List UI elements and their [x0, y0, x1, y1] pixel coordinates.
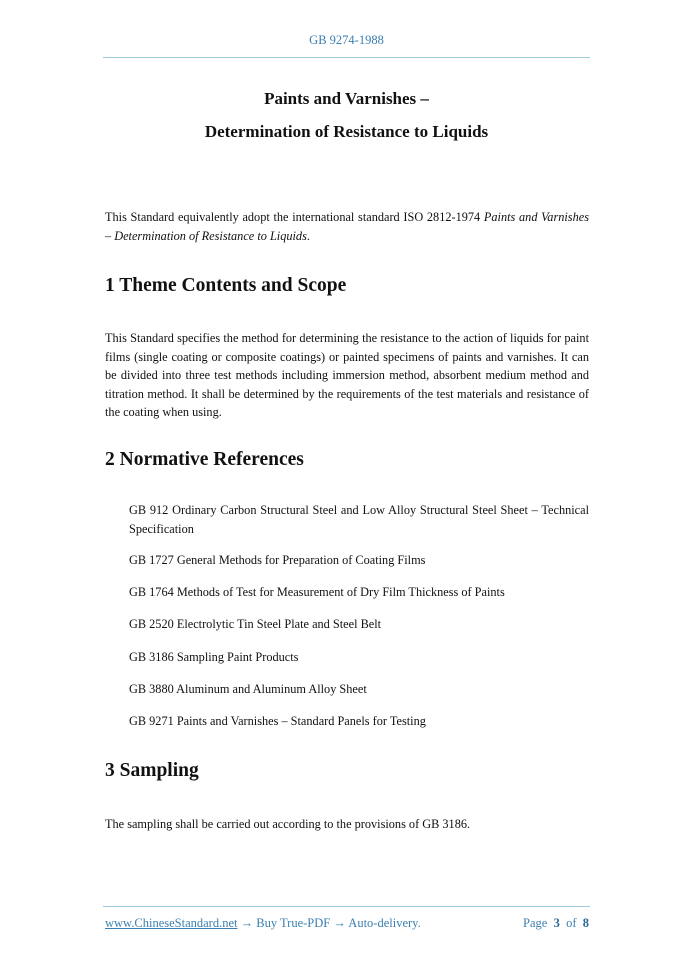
reference-item: GB 1764 Methods of Test for Measurement of Dry Film Thickness of Paints: [129, 585, 505, 599]
section-3-text: The sampling shall be carried out according to the provisions of GB 3186.: [105, 817, 471, 831]
reference-item: GB 1727 General Methods for Preparation of Coating Films: [129, 553, 426, 567]
reference-item: GB 3186 Sampling Paint Products: [129, 650, 299, 664]
reference-item: GB 912 Ordinary Carbon Structural Steel and Low Alloy Structural Steel Sheet – Technical Specification: [129, 503, 589, 536]
title-line-1: Paints and Varnishes –: [264, 89, 429, 108]
reference-item: GB 3880 Aluminum and Aluminum Alloy Sheet: [129, 682, 367, 696]
header-rule: [103, 57, 590, 58]
section-heading-1: 1 Theme Contents and Scope: [105, 275, 347, 296]
footer-rule: [103, 906, 590, 907]
reference-item: GB 2520 Electrolytic Tin Steel Plate and Steel Belt: [129, 617, 382, 631]
intro-paragraph: This Standard equivalently adopt the international standard ISO 2812-1974 Paints and Varnishes – Determination of Resistance to Liquids.: [105, 210, 589, 243]
page-indicator: Page 3 of 8: [523, 916, 589, 930]
header-doc-id: GB 9274-1988: [309, 33, 384, 47]
footer-promo: → Buy True-PDF → Auto-delivery.: [237, 916, 421, 930]
section-heading-3: 3 Sampling: [105, 760, 199, 781]
section-1-text: This Standard specifies the method for determining the resistance to the action of liquids for paint films (single coating or composite coatings) or painted specimens of paints and varnishes. It can be divided into three test methods including immersion method, absorbent medium method and titration method. It shall be determined by the requirements of the test materials and resistance of the coating when using.: [105, 331, 589, 420]
reference-item: GB 9271 Paints and Varnishes – Standard Panels for Testing: [129, 714, 426, 728]
website-link[interactable]: www.ChineseStandard.net: [105, 916, 238, 930]
title-line-2: Determination of Resistance to Liquids: [204, 122, 489, 141]
footer: [105, 916, 589, 931]
section-heading-2: 2 Normative References: [105, 449, 304, 470]
